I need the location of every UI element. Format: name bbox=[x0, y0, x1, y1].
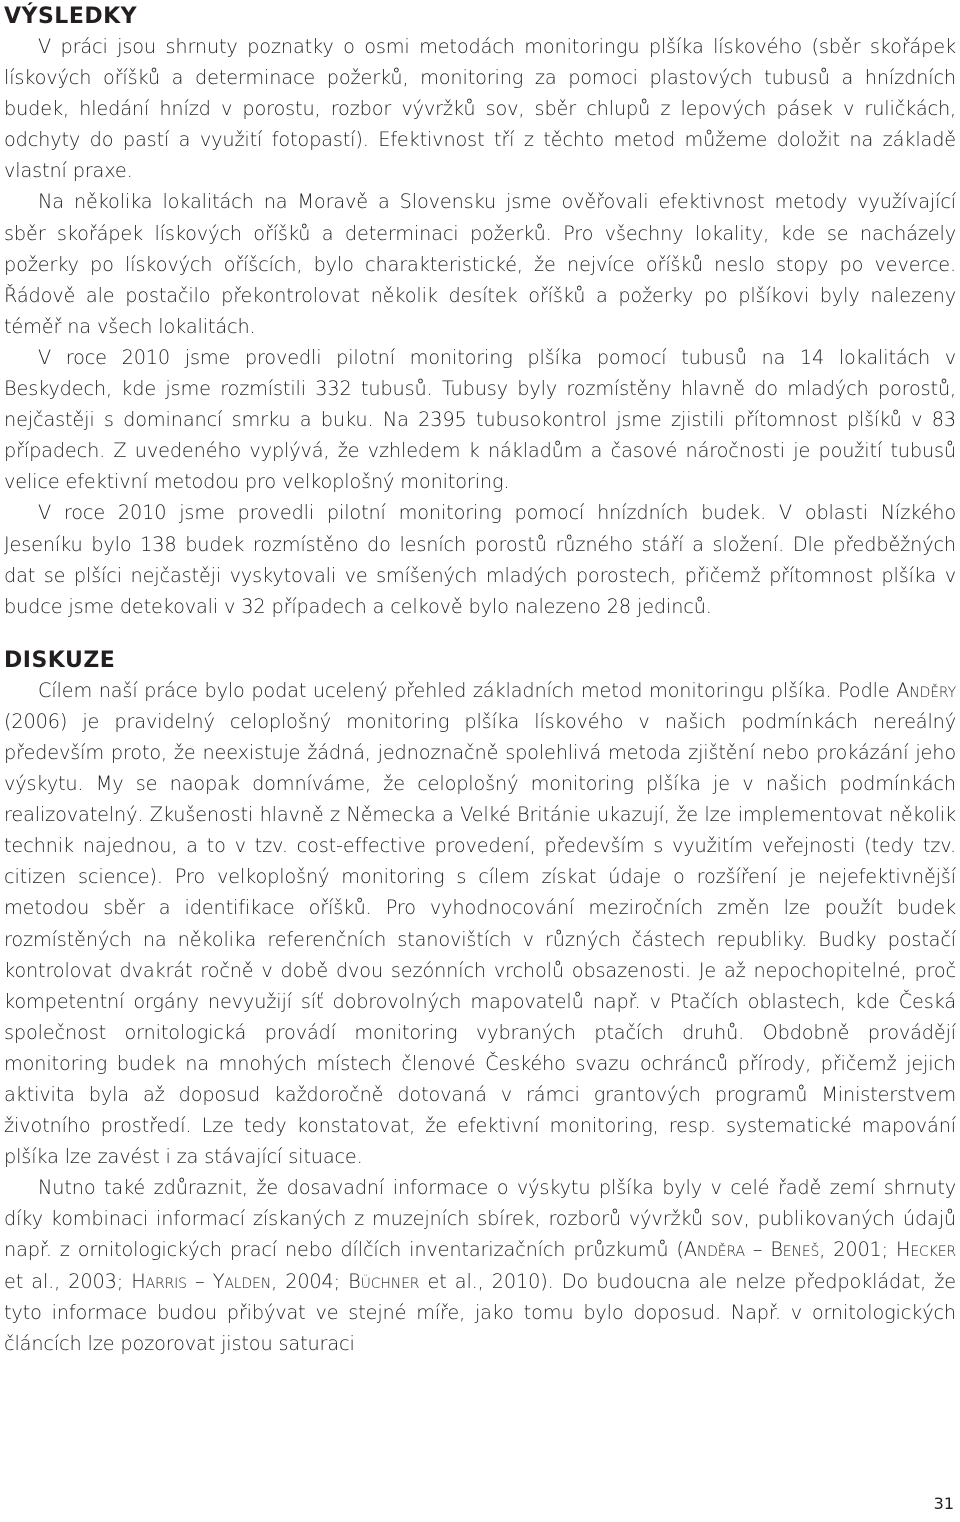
discussion-p2-text-a: Nutno také zdůraznit, že dosavadní informace o výskytu plšíka byly v celé řadě zemí shrnuty díky kombinaci informací získaných z muzejních sbírek, rozborů vývržků sov, publikovaných údajů např. z ornitologických prací nebo dílčích inventarizačních průzkumů ( bbox=[4, 1176, 956, 1262]
citation-author: Anděry bbox=[896, 678, 956, 702]
discussion-paragraph-2 bbox=[4, 1172, 956, 1359]
discussion-p2-text-b: , 2001; bbox=[819, 1238, 896, 1262]
citation-author: Büchner bbox=[348, 1269, 420, 1293]
discussion-p1-text-a: Cílem naší práce bylo podat ucelený přehled základních metod monitoringu plšíka. Podle bbox=[38, 678, 897, 702]
discussion-paragraph-1 bbox=[4, 675, 956, 1173]
citation-author: Anděra – Beneš bbox=[683, 1238, 820, 1262]
results-paragraph-4: V roce 2010 jsme provedli pilotní monitoring pomocí hnízdních budek. V oblasti Nízkého Jeseníku bylo 138 budek rozmístěno do lesních porostů různého stáří a složení. Dle předběžných dat se plšíci nejčastěji vyskytovali ve smíšených mladých porostech, přičemž přítomnost plšíka v budce jsme detekovali v 32 případech a celkově bylo nalezeno 28 jedinců. bbox=[4, 501, 956, 618]
page-number: 31 bbox=[933, 1494, 954, 1513]
discussion-p2-text-c: et al., 2003; bbox=[4, 1269, 132, 1293]
discussion-heading: DISKUZE bbox=[4, 647, 116, 673]
discussion-p1-text-b: (2006) je pravidelný celoplošný monitoring plšíka lískového v našich podmínkách nereálný především proto, že neexistuje žádná, jednoznačně spolehlivá metoda zjištění nebo prokázání jeho výskytu. My se naopak domníváme, že celoplošný monitoring plšíka je v našich podmínkách realizovatelný. Zkušenosti hlavně z Německa a Velké Británie ukazují, že lze implementovat několik technik najednou, a to v tzv. cost-effective provedení, především s využitím veřejnosti (tedy tzv. citizen science). Pro velkoplošný monitoring s cílem získat údaje o rozšíření je nejefektivnější metodou sběr a identifikace oříšků. Pro vyhodnocování meziročních změn lze použít budek rozmístěných na několika referenčních stanovištích v různých částech republiky. Budky postačí kontrolovat dvakrát ročně v době dvou sezónních vrcholů obsazenosti. Je až nepochopitelné, proč kompetentní orgány nevyužijí síť dobrovolných mapovatelů např. v Ptačích oblastech, kde Česká společnost ornitologická provádí monitoring vybraných ptačích druhů. Obdobně provádějí monitoring budek na mnohých místech členové Českého svazu ochránců přírody, přičemž jejich aktivita byla až doposud každoročně dotovaná v rámci grantových programů Ministerstvem životního prostředí. Lze tedy konstatovat, že efektivní monitoring, resp. systematické mapování plšíka lze zavést i za stávající situace. bbox=[4, 709, 956, 1169]
citation-author: Harris – Yalden bbox=[131, 1269, 272, 1293]
results-paragraph-1: V práci jsou shrnuty poznatky o osmi metodách monitoringu plšíka lískového (sběr skořápek lískových oříšků a determinace požerků, monitoring za pomoci plastových tubusů a hnízdních budek, hledání hnízd v porostu, rozbor vývržků sov, sběr chlupů z lepových pásek v ruličkách, odchyty do pastí a využití fotopastí). Efektivnost tří z těchto metod můžeme doložit na základě vlastní praxe. bbox=[4, 35, 956, 183]
results-paragraph-3: V roce 2010 jsme provedli pilotní monitoring plšíka pomocí tubusů na 14 lokalitách v Beskydech, kde jsme rozmístili 332 tubusů. Tubusy byly rozmístěny hlavně do mladých porostů, nejčastěji s dominancí smrku a buku. Na 2395 tubusokontrol jsme zjistili přítomnost plšíků v 83 případech. Z uvedeného vyplývá, že vzhledem k nákladům a časové náročnosti je použití tubusů velice efektivní metodou pro velkoplošný monitoring. bbox=[4, 345, 956, 494]
citation-author: Hecker bbox=[896, 1238, 956, 1262]
results-paragraph-2: Na několika lokalitách na Moravě a Slovensku jsme ověřovali efektivnost metody využívající sběr skořápek lískových oříšků a determinaci požerků. Pro všechny lokality, kde se nacházely požerky po lískových oříšcích, bylo charakteristické, že nejvíce oříšků neslo stopy po veverce. Řádově ale postačilo překontrolovat několik desítek oříšků a požerky po plšíkovi byly nalezeny téměř na všech lokalitách. bbox=[4, 190, 956, 338]
discussion-p2-text-e: et al., 2010). Do budoucna ale nelze předpokládat, že tyto informace budou přibývat ve stejné míře, jako tomu bylo doposud. Např. v ornitologických článcích lze pozorovat jistou saturaci bbox=[4, 1269, 956, 1355]
discussion-p2-text-d: , 2004; bbox=[271, 1269, 349, 1293]
results-heading: VÝSLEDKY bbox=[4, 4, 138, 29]
page bbox=[4, 2, 956, 1359]
